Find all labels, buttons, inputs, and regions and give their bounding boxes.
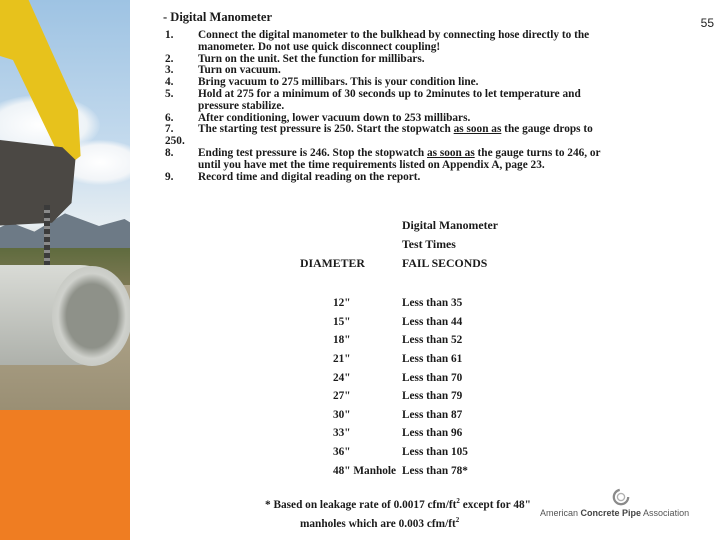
footnote-superscript: 2 <box>455 516 460 524</box>
fail-seconds-cell: Less than 105 <box>402 446 468 459</box>
step <box>165 89 615 113</box>
diameter-cell: 15" <box>333 315 351 328</box>
step-number: 4. <box>165 76 174 89</box>
step-text <box>198 148 615 172</box>
table-row <box>333 443 533 462</box>
logo-text-emphasis: Concrete Pipe <box>580 508 642 518</box>
step-number: 5. <box>165 87 174 100</box>
table-row <box>333 406 533 425</box>
step-text: Connect the digital manometer to the bulkhead by connecting hose directly to the manometer. Do not use quick disconnect coupling! <box>198 29 590 53</box>
fail-seconds-cell: Less than 44 <box>402 315 463 328</box>
diameter-cell: 12" <box>333 297 351 310</box>
fail-seconds-cell: Less than 96 <box>402 427 463 440</box>
diameter-cell: 24" <box>333 371 351 384</box>
step-text-part: the gauge turns to 246, or until you have met the time requirements listed on Appendix A, page 23. <box>198 146 601 171</box>
fail-seconds-cell: Less than 78* <box>402 464 468 477</box>
logo-text-part: Association <box>641 508 690 518</box>
diameter-cell: 30" <box>333 408 351 421</box>
acpa-logo-text <box>540 508 689 518</box>
chain <box>44 205 50 273</box>
page-number: 55 <box>700 16 714 30</box>
step-text-emphasis: as soon as <box>427 146 475 159</box>
step-number: 9. <box>165 170 174 183</box>
table-row <box>333 313 533 332</box>
table-row <box>333 368 533 387</box>
step-number: 2. <box>165 52 174 65</box>
table-row <box>333 424 533 443</box>
step-text-part: The starting test pressure is 250. Start the stopwatch <box>198 123 454 136</box>
section-title: - Digital Manometer <box>163 10 272 24</box>
test-times-table <box>333 294 533 480</box>
footnote-superscript: 2 <box>456 497 460 505</box>
diameter-cell: 27" <box>333 390 351 403</box>
table-subheading: Test Times <box>402 237 456 251</box>
logo-text-part: American <box>540 508 581 518</box>
footnote-text: except for 48" <box>459 498 531 511</box>
acpa-logo-icon <box>612 488 630 506</box>
fail-seconds-cell: Less than 35 <box>402 297 463 310</box>
step-text-part: the gauge drops to <box>501 123 593 136</box>
step-number: 250. <box>165 135 185 148</box>
step-text: Record time and digital reading on the report. <box>198 170 421 183</box>
step-text: After conditioning, lower vacuum down to 253 millibars. <box>198 111 471 124</box>
step <box>165 172 615 184</box>
footnote-text: manholes which are 0.003 cfm/ft <box>300 517 456 530</box>
table-row <box>333 331 533 350</box>
step-number: 1. <box>165 29 174 41</box>
footnote-line-1 <box>265 497 531 511</box>
fail-seconds-cell: Less than 70 <box>402 371 463 384</box>
step-text: Hold at 275 for a minimum of 30 seconds up to 2minutes to let temperature and pressure stabilize. <box>198 87 581 112</box>
table-row <box>333 387 533 406</box>
footnote-text: * Based on leakage rate of 0.0017 cfm/ft <box>265 498 457 511</box>
step-text: Turn on the unit. Set the function for millibars. <box>198 52 425 65</box>
diameter-cell: 33" <box>333 427 351 440</box>
step-text <box>198 124 615 136</box>
table-heading: Digital Manometer <box>402 218 498 232</box>
fail-seconds-cell: Less than 87 <box>402 408 463 421</box>
diameter-cell: 21" <box>333 353 351 366</box>
diameter-cell: 48" Manhole <box>333 464 397 477</box>
fail-seconds-cell: Less than 79 <box>402 390 463 403</box>
orange-accent-block <box>0 410 130 540</box>
excavator-pipe-photo <box>0 0 130 410</box>
column-header-fail-seconds: FAIL SECONDS <box>402 256 488 270</box>
step <box>165 30 615 54</box>
step <box>165 148 615 172</box>
table-row <box>333 350 533 369</box>
step-number: 3. <box>165 64 174 77</box>
column-header-diameter: DIAMETER <box>300 256 365 270</box>
diameter-cell: 18" <box>333 334 351 347</box>
fail-seconds-cell: Less than 52 <box>402 334 463 347</box>
diameter-cell: 36" <box>333 446 351 459</box>
table-row <box>333 461 533 480</box>
step-text-emphasis: as soon as <box>453 123 502 136</box>
fail-seconds-cell: Less than 61 <box>402 353 463 366</box>
step <box>165 124 615 136</box>
concrete-pipe-opening <box>52 266 130 366</box>
procedure-steps <box>165 30 615 183</box>
step-number: 7. <box>165 123 174 136</box>
step-text: Bring vacuum to 275 millibars. This is your condition line. <box>198 76 479 89</box>
acpa-logo <box>540 488 710 522</box>
step-text-part: Ending test pressure is 246. Stop the stopwatch <box>198 146 427 159</box>
table-row <box>333 294 533 313</box>
step-number: 8. <box>165 146 174 159</box>
step-text: Turn on vacuum. <box>198 64 281 77</box>
step-number: 6. <box>165 111 174 124</box>
footnote-line-2 <box>300 516 459 530</box>
